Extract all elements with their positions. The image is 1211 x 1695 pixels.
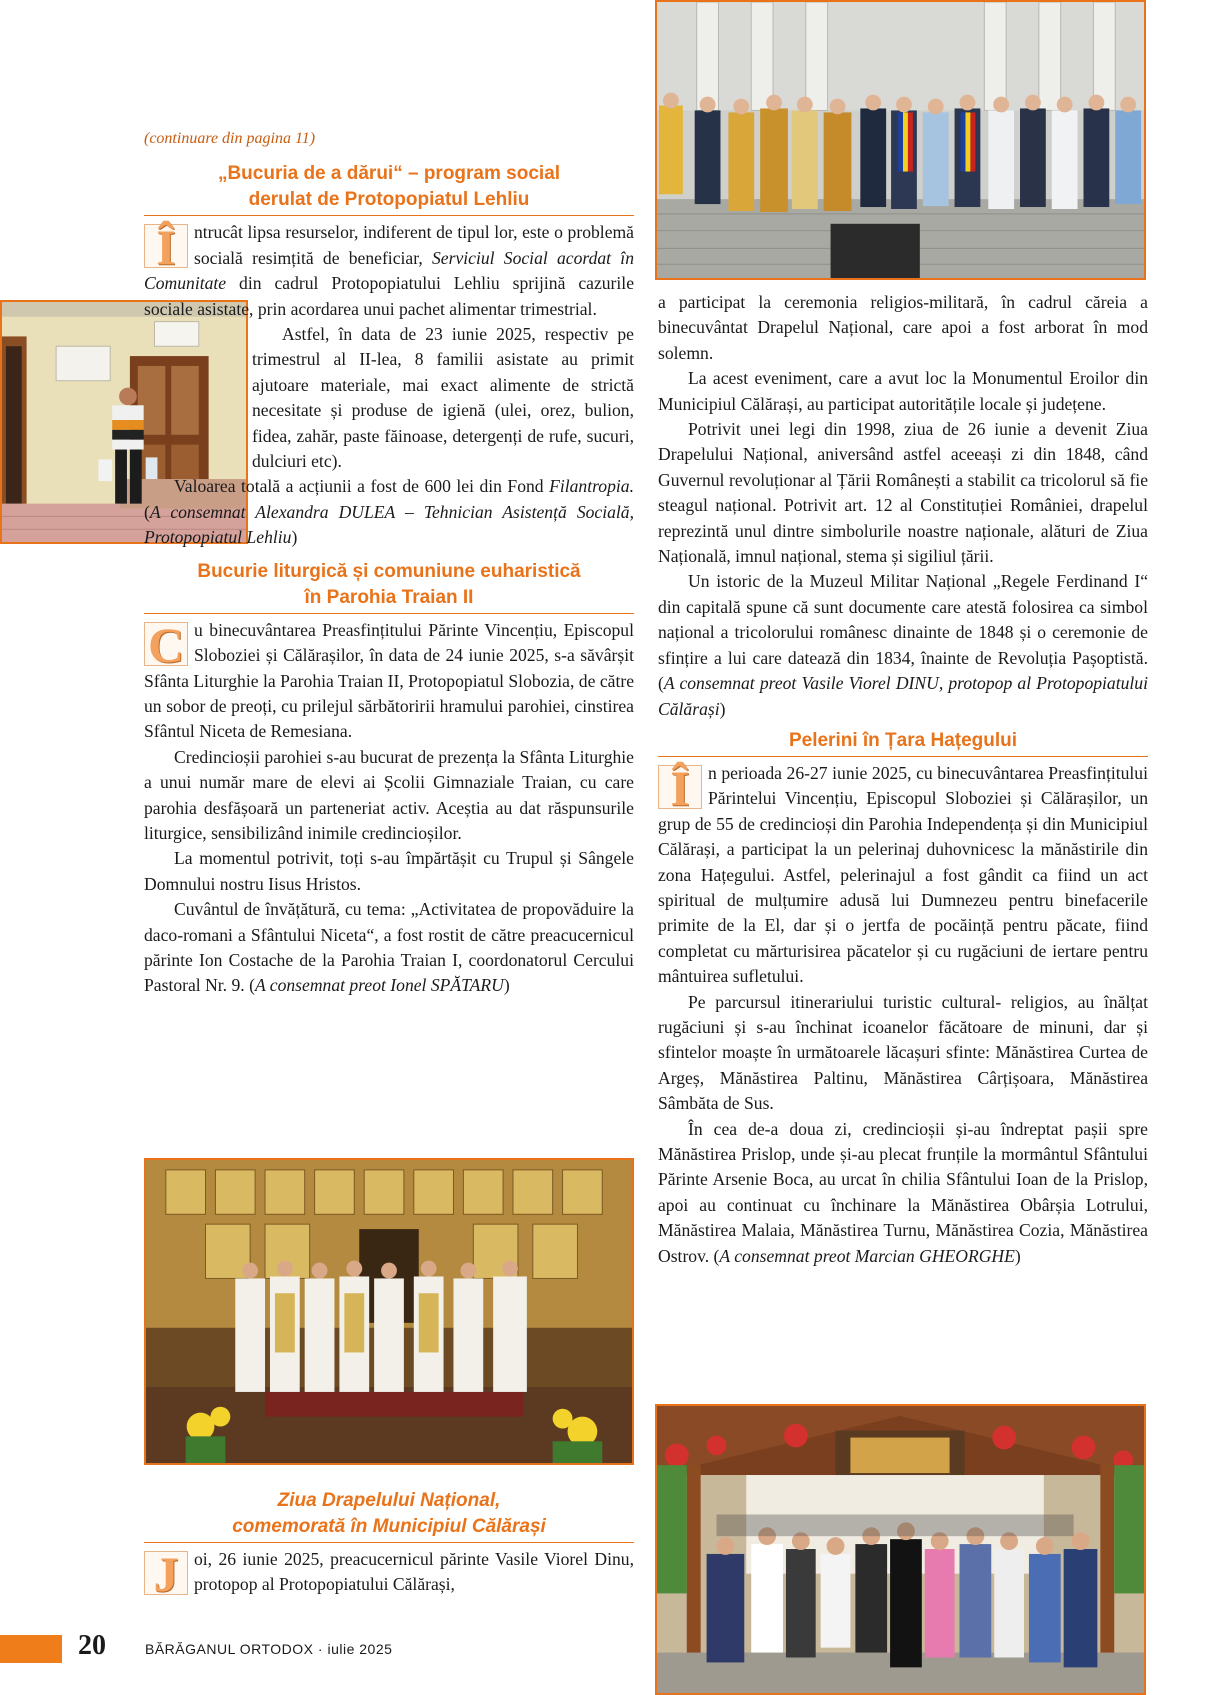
column-right bbox=[658, 290, 1148, 1269]
column-left-bottom bbox=[144, 1484, 634, 1602]
article-title-pelerini-tara-hategului: Pelerini în Țara Hațegului bbox=[658, 728, 1148, 757]
article4-paragraph-3: În cea de-a doua zi, credincioșii și-au îndreptat pașii spre Mănăstirea Prislop, unde și-au plecat frunțile la mormântul Sfântului Părinte Arsenie Boca, au urcat în chilia Sfântului Ioan de la Prislop, apoi au continuat cu închinare la Mănăstirea Obârșia Lotrului, Mănăstirea Malaia, Mănăstirea Turnu, Mănăstirea Cozia, Mănăstirea Ostrov. (A consemnat preot Marcian GHEORGHE) bbox=[658, 1118, 1148, 1266]
article-title-bucuria-de-a-darui: „Bucuria de a dărui“ – program social derulat de Protopopiatul Lehliu bbox=[144, 161, 634, 216]
article-title-ziua-drapelului: Ziua Drapelului Național, comemorată în Municipiul Călărași bbox=[144, 1488, 634, 1543]
photo-flag-ceremony bbox=[655, 0, 1146, 280]
article1-paragraph-2: Astfel, în data de 23 iunie 2025, respectiv pe trimestrul al II-lea, 8 familii asistate au primit ajutoare materiale, mai exact alimente de strictă necesitate și produse de igienă (ulei, orez, bulion, fidea, zahăr, paste făinoase, detergenți de rufe, sucuri, dulciuri etc). bbox=[252, 324, 634, 472]
page-number: 20 bbox=[78, 1630, 106, 1661]
article4-paragraph-2: Pe parcursul itinerariului turistic cultural- religios, au înălțat rugăciuni și s-au închinat icoanelor făcătoare de minuni, dar și sfintelor moaște în următoarele lăcașuri sfinte: Mănăstirea Curtea de Argeș, Mănăstirea Paltinu, Mănăstirea Cârțișoara, Mănăstirea Sâmbăta de Sus. bbox=[658, 991, 1148, 1114]
article3-paragraph-3: Potrivit unei legi din 1998, ziua de 26 iunie a devenit Ziua Drapelului Național, aniversând astfel aceeași zi din 1848, când Guvernul revoluționar al Țării Românești a stabilit ca tricolorul să fie steagul național. Potrivit art. 12 al Constituției României, drapelul reprezintă unul dintre simbolurile noastre naționale, alături de Ziua Națională, imnul național, stema și sigiliul țării. bbox=[658, 419, 1148, 567]
footer-publication: BĂRĂGANUL ORTODOX · iulie 2025 bbox=[145, 1641, 393, 1657]
footer-accent-bar bbox=[0, 1635, 62, 1663]
article3-paragraph-1-start: J oi, 26 iunie 2025, preacucernicul părinte Vasile Viorel Dinu, protopop al Protopopiatului Călărași, bbox=[144, 1547, 634, 1598]
article1-paragraph-1: Î ntrucât lipsa resurselor, indiferent de tipul lor, este o problemă socială resimțită de beneficiar, Serviciul Social acordat în Comunitate din cadrul Protopopiatului Lehliu sprijină cazurile sociale asistate, prin acordarea unui pachet alimentar trimestrial. bbox=[144, 219, 634, 319]
article2-paragraph-4: Cuvântul de învățătură, cu tema: „Activitatea de propovăduire la daco-romani a Sfântului Niceta“, a fost rostit de către preacucernicul părinte Ion Costache de la Parohia Traian I, coordonatorul Cercului Pastoral Nr. 9. (A consemnat preot Ionel SPĂTARU) bbox=[144, 899, 634, 996]
photo-church-clergy bbox=[144, 1158, 634, 1465]
article2-paragraph-1: C u binecuvântarea Preasfințitului Părinte Vincențiu, Episcopul Sloboziei și Călărașilor, în data de 24 iunie 2025, s-a săvârșit Sfânta Liturghie la Parohia Traian II, Protopopiatul Slobozia, de către un sobor de preoți, cu prilejul sărbătoririi hramului parohiei, cinstirea Sfântul Niceta de Remesiana. bbox=[144, 616, 634, 742]
article-title-bucurie-liturgica: Bucurie liturgică și comuniune euharistică în Parohia Traian II bbox=[144, 559, 634, 614]
article2-paragraph-3: La momentul potrivit, toți s-au împărtășit cu Trupul și Sângele Domnului nostru Iisus Hristos. bbox=[144, 848, 634, 894]
article4-paragraph-1: Î n perioada 26-27 iunie 2025, cu binecuvântarea Preasfințitului Părintelui Vincențiu, Episcopul Sloboziei și Călărașilor, un grup de 55 de credincioși din Parohia Independența și din Municipiul Călărași, a participat la un pelerinaj duhovnicesc la mănăstirile din zona Hațegului. Astfel, pelerinajul a fost gândit ca fiind un act spiritual de mulțumire adusă lui Dumnezeu pentru binefacerile primite de la El, dar și o jertfa de pocăință pentru păcate, fiind completat cu mărturisirea păcatelor și cu rugăciuni de iertare pentru mântuirea sufletului. bbox=[658, 759, 1148, 987]
article3-paragraph-1-continued: a participat la ceremonia religios-militară, în cadrul căreia a binecuvântat Drapelul Național, care apoi a fost arborat în mod solemn. bbox=[658, 292, 1148, 363]
continuation-note: (continuare din pagina 11) bbox=[144, 130, 316, 147]
dropcap-letter: Î bbox=[144, 224, 188, 268]
article3-paragraph-2: La acest eveniment, care a avut loc la Monumentul Eroilor din Municipiul Călărași, au participat autoritățile locale și județene. bbox=[658, 368, 1148, 414]
dropcap-letter: Î bbox=[658, 765, 702, 809]
column-left bbox=[144, 126, 634, 999]
dropcap-letter: C bbox=[144, 622, 188, 666]
dropcap-letter: J bbox=[144, 1551, 188, 1595]
article2-paragraph-2: Credincioșii parohiei s-au bucurat de prezența la Sfânta Liturghie a unui număr mare de elevi ai Școlii Gimnaziale Traian, cu care parohia desfășoară un parteneriat activ. Aceștia au dat răspunsurile liturgice, sensibilizând inimile credincioșilor. bbox=[144, 746, 634, 843]
article1-paragraph-3: Valoarea totală a acțiunii a fost de 600 lei din Fond Filantropia. (A consemnat Alexandra DULEA – Tehnician Asistență Socială, Protopopiatul Lehliu) bbox=[144, 476, 634, 548]
article3-paragraph-4: Un istoric de la Muzeul Militar Național „Regele Ferdinand I“ din capitală spune că sunt documente care atestă folosirea ca simbol național a tricolorului românesc dinainte de 1848 și o ceremonie de sfințire a lui care datează din 1834, înainte de Revoluția Pașoptistă. (A consemnat preot Vasile Viorel DINU, protopop al Protopopiatului Călărași) bbox=[658, 571, 1148, 719]
photo-pilgrims-group bbox=[655, 1404, 1146, 1695]
